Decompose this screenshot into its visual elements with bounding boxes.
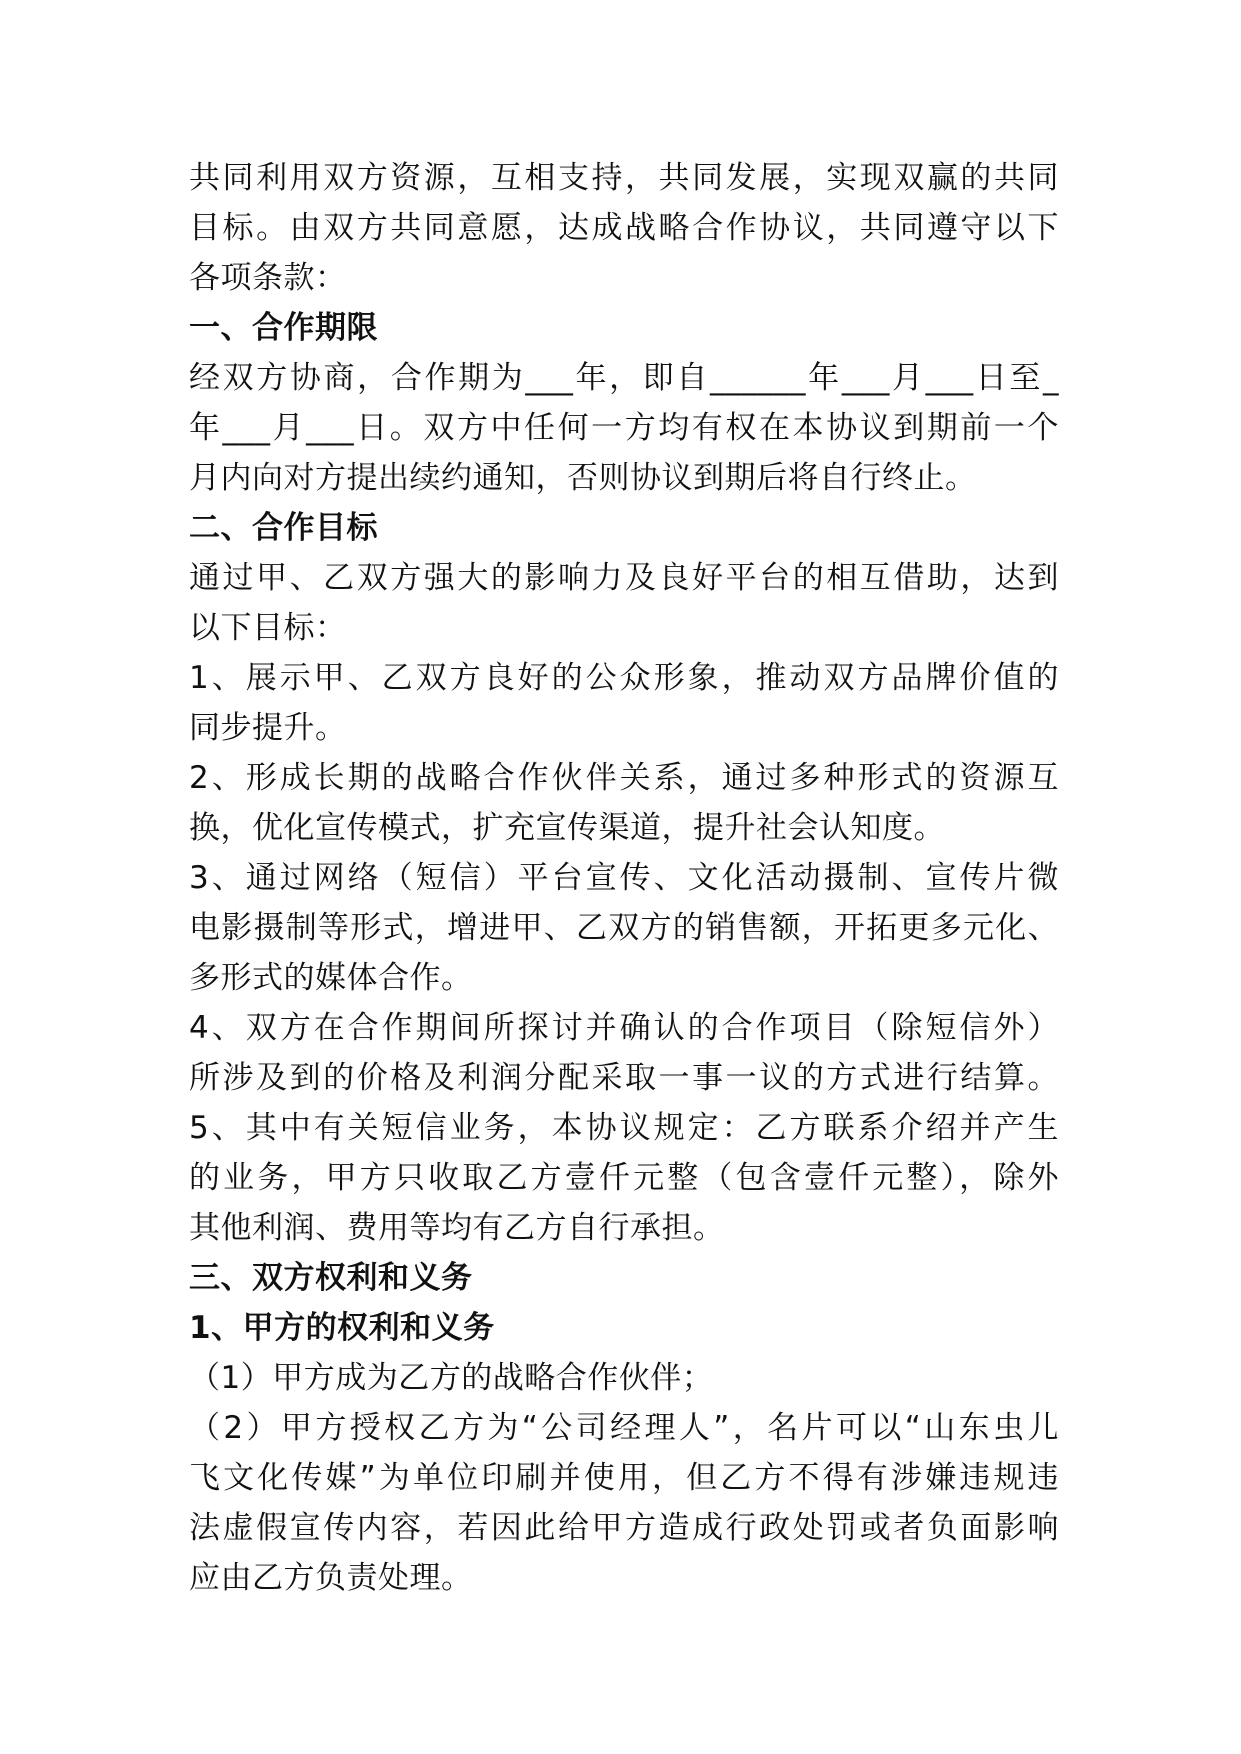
list-item-line: 换，优化宣传模式，扩充宣传渠道，提升社会认知度。: [189, 810, 945, 846]
list-item-line: 同步提升。: [189, 710, 347, 746]
clause-line: 法虚假宣传内容，若因此给甲方造成行政处罚或者负面影响: [189, 1510, 1059, 1546]
list-item-line: 所涉及到的价格及利润分配采取一事一议的方式进行结算。: [189, 1060, 1059, 1096]
list-item-line: 电影摄制等形式，增进甲、乙双方的销售额，开拓更多元化、: [189, 910, 1059, 946]
section-heading-rights: 三、双方权利和义务: [189, 1260, 473, 1296]
list-item-line: 5、其中有关短信业务，本协议规定：乙方联系介绍并产生: [189, 1110, 1059, 1146]
section-heading-goals: 二、合作目标: [189, 510, 378, 546]
list-item-line: 4、双方在合作期间所探讨并确认的合作项目（除短信外）: [189, 1010, 1059, 1046]
list-item-line: 多形式的媒体合作。: [189, 960, 473, 996]
paragraph-line: 共同利用双方资源，互相支持，共同发展，实现双赢的共同: [189, 160, 1059, 196]
clause-line: （2）甲方授权乙方为“公司经理人”，名片可以“山东虫儿: [189, 1410, 1059, 1446]
paragraph-line: 年___月___日。双方中任何一方均有权在本协议到期前一个: [189, 410, 1059, 446]
list-item-line: 的业务，甲方只收取乙方壹仟元整（包含壹仟元整），除外: [189, 1160, 1059, 1196]
document-body: [189, 153, 1059, 1603]
subsection-heading-party-a: 1、甲方的权利和义务: [189, 1310, 495, 1346]
paragraph-line: 以下目标：: [189, 610, 347, 646]
list-item-line: 其他利润、费用等均有乙方自行承担。: [189, 1210, 725, 1246]
paragraph-line: 各项条款：: [189, 260, 347, 296]
paragraph-line: 目标。由双方共同意愿，达成战略合作协议，共同遵守以下: [189, 210, 1059, 246]
paragraph-line: 月内向对方提出续约通知，否则协议到期后将自行终止。: [189, 460, 977, 496]
clause-line: （1）甲方成为乙方的战略合作伙伴；: [189, 1360, 714, 1396]
list-item-line: 3、通过网络（短信）平台宣传、文化活动摄制、宣传片微: [189, 860, 1059, 896]
section-heading-term: 一、合作期限: [189, 310, 378, 346]
clause-line: 应由乙方负责处理。: [189, 1560, 473, 1596]
list-item-line: 2、形成长期的战略合作伙伴关系，通过多种形式的资源互: [189, 760, 1059, 796]
paragraph-line: 通过甲、乙双方强大的影响力及良好平台的相互借助，达到: [189, 560, 1059, 596]
clause-line: 飞文化传媒”为单位印刷并使用，但乙方不得有涉嫌违规违: [189, 1460, 1059, 1496]
paragraph-line: 经双方协商，合作期为___年，即自______年___月___日至_: [189, 360, 1059, 396]
list-item-line: 1、展示甲、乙双方良好的公众形象，推动双方品牌价值的: [189, 660, 1059, 696]
